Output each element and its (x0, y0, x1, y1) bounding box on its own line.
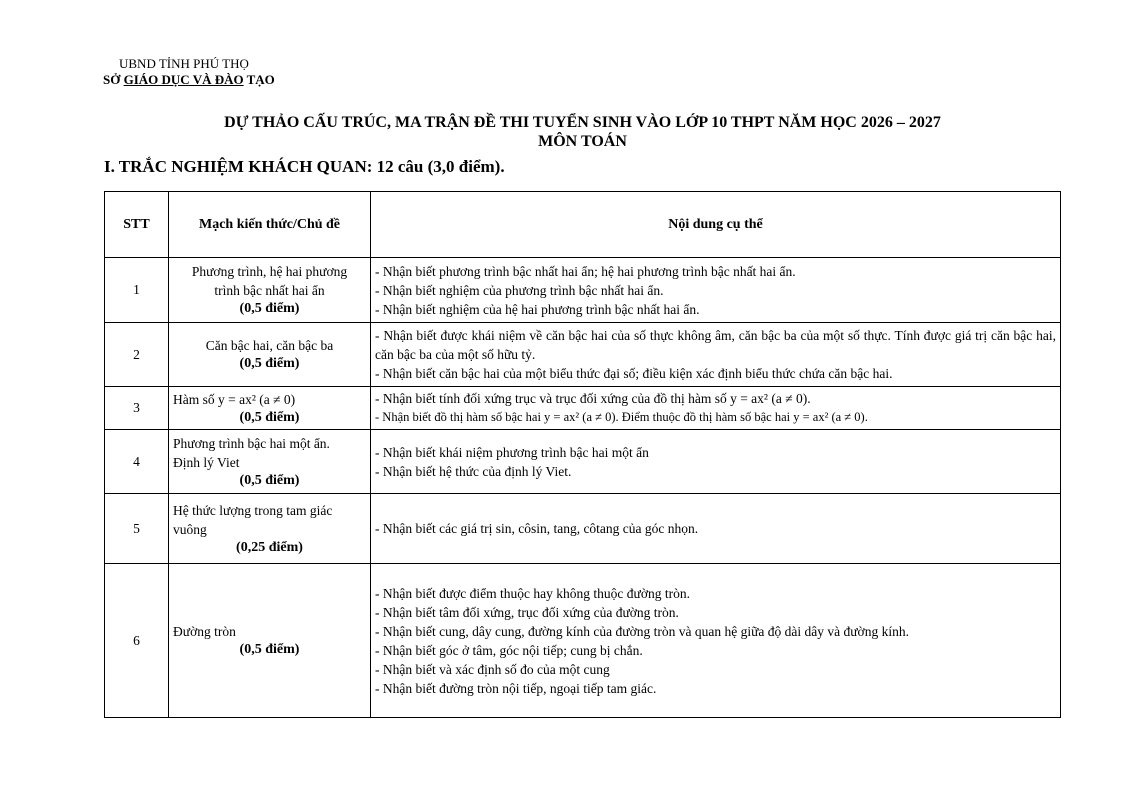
topic-points: (0,25 điểm) (236, 539, 303, 555)
topic-name: Đường tròn (173, 624, 236, 639)
content-line: - Nhận biết tâm đối xứng, trục đối xứng của đường tròn. (375, 604, 679, 620)
content-line: - Nhận biết phương trình bậc nhất hai ẩn; hệ hai phương trình bậc nhất hai ẩn. (375, 263, 796, 279)
row-number: 5 (105, 494, 169, 564)
content-line: - Nhận biết được khái niệm về căn bậc hai của số thực không âm, căn bậc ba của một số thực. Tính được giá trị căn bậc hai, căn bậc ba của một số hữu tỷ. (375, 328, 1056, 362)
row-number: 4 (105, 430, 169, 494)
content-line: - Nhận biết đồ thị hàm số bậc hai y = ax² (a ≠ 0). Điểm thuộc đồ thị hàm số bậc hai y = ax² (a ≠ 0). (375, 410, 868, 424)
table-row (105, 323, 1061, 387)
title-line-2: MÔN TOÁN (538, 133, 627, 150)
topic-cell (169, 387, 371, 430)
content-line: - Nhận biết cung, dây cung, đường kính của đường tròn và quan hệ giữa độ dài dây và đường kính. (375, 623, 909, 639)
content-line: - Nhận biết căn bậc hai của một biểu thức đại số; điều kiện xác định biểu thức chứa căn bậc hai. (375, 366, 893, 381)
table-row (105, 258, 1061, 323)
content-line: - Nhận biết nghiệm của phương trình bậc nhất hai ẩn. (375, 282, 664, 298)
content-line: - Nhận biết tính đối xứng trục và trục đối xứng của đồ thị hàm số y = ax² (a ≠ 0). (375, 391, 811, 406)
department-prefix: SỞ (103, 72, 124, 87)
topic-name: Hệ thức lượng trong tam giác (173, 502, 333, 518)
topic-cell (169, 494, 371, 564)
topic-name: Căn bậc hai, căn bậc ba (205, 338, 334, 353)
topic-name: Phương trình, hệ hai phương (191, 264, 348, 279)
content-line: - Nhận biết đường tròn nội tiếp, ngoại tiếp tam giác. (375, 680, 657, 696)
section-heading: I. TRẮC NGHIỆM KHÁCH QUAN: 12 câu (3,0 điểm). (104, 157, 505, 176)
title-line-1: DỰ THẢO CẤU TRÚC, MA TRẬN ĐỀ THI TUYỂN SINH VÀO LỚP 10 THPT NĂM HỌC 2026 – 2027 (224, 114, 941, 131)
topic-points: (0,5 điểm) (239, 642, 300, 657)
topic-cell (169, 258, 371, 323)
topic-name: trình bậc nhất hai ẩn (214, 283, 325, 298)
document-title (0, 113, 1122, 151)
department-name (103, 72, 313, 88)
row-number: 6 (105, 564, 169, 718)
content-line: - Nhận biết nghiệm của hệ hai phương trình bậc nhất hai ẩn. (375, 301, 700, 317)
row-number: 2 (105, 323, 169, 387)
province-committee: UBND TỈNH PHÚ THỌ (119, 56, 249, 71)
topic-name: Hàm số y = ax² (a ≠ 0) (173, 391, 296, 407)
topic-name: Định lý Viet (173, 454, 240, 470)
table-row (105, 430, 1061, 494)
header-topic: Mạch kiến thức/Chủ đề (169, 192, 371, 258)
header-content: Nội dung cụ thể (371, 192, 1061, 258)
topic-name: vuông (173, 521, 207, 537)
content-line: - Nhận biết được điểm thuộc hay không thuộc đường tròn. (375, 585, 690, 601)
content-cell (371, 258, 1061, 323)
topic-cell (169, 430, 371, 494)
content-line: - Nhận biết các giá trị sin, côsin, tang, côtang của góc nhọn. (375, 521, 699, 536)
topic-points: (0,5 điểm) (239, 409, 300, 425)
content-line: - Nhận biết và xác định số đo của một cung (375, 661, 610, 677)
content-cell (371, 387, 1061, 430)
table-header-row (105, 192, 1061, 258)
topic-cell (169, 323, 371, 387)
content-line: - Nhận biết hệ thức của định lý Viet. (375, 463, 572, 479)
table-row (105, 387, 1061, 430)
content-cell (371, 430, 1061, 494)
content-cell (371, 323, 1061, 387)
exam-matrix-table (104, 191, 1061, 718)
topic-cell (169, 564, 371, 718)
row-number: 3 (105, 387, 169, 430)
topic-points: (0,5 điểm) (239, 356, 300, 371)
topic-points: (0,5 điểm) (239, 301, 300, 316)
content-line: - Nhận biết khái niệm phương trình bậc hai một ẩn (375, 444, 649, 460)
header-stt: STT (105, 192, 169, 258)
topic-points: (0,5 điểm) (239, 472, 300, 488)
table-row (105, 564, 1061, 718)
department-underlined: GIÁO DỤC VÀ ĐÀO (123, 72, 244, 87)
content-cell (371, 494, 1061, 564)
content-line: - Nhận biết góc ở tâm, góc nội tiếp; cung bị chắn. (375, 642, 643, 658)
content-cell (371, 564, 1061, 718)
department-suffix: TẠO (243, 72, 275, 87)
topic-name: Phương trình bậc hai một ẩn. (173, 435, 330, 451)
issuing-organization (103, 56, 313, 88)
row-number: 1 (105, 258, 169, 323)
table-row (105, 494, 1061, 564)
